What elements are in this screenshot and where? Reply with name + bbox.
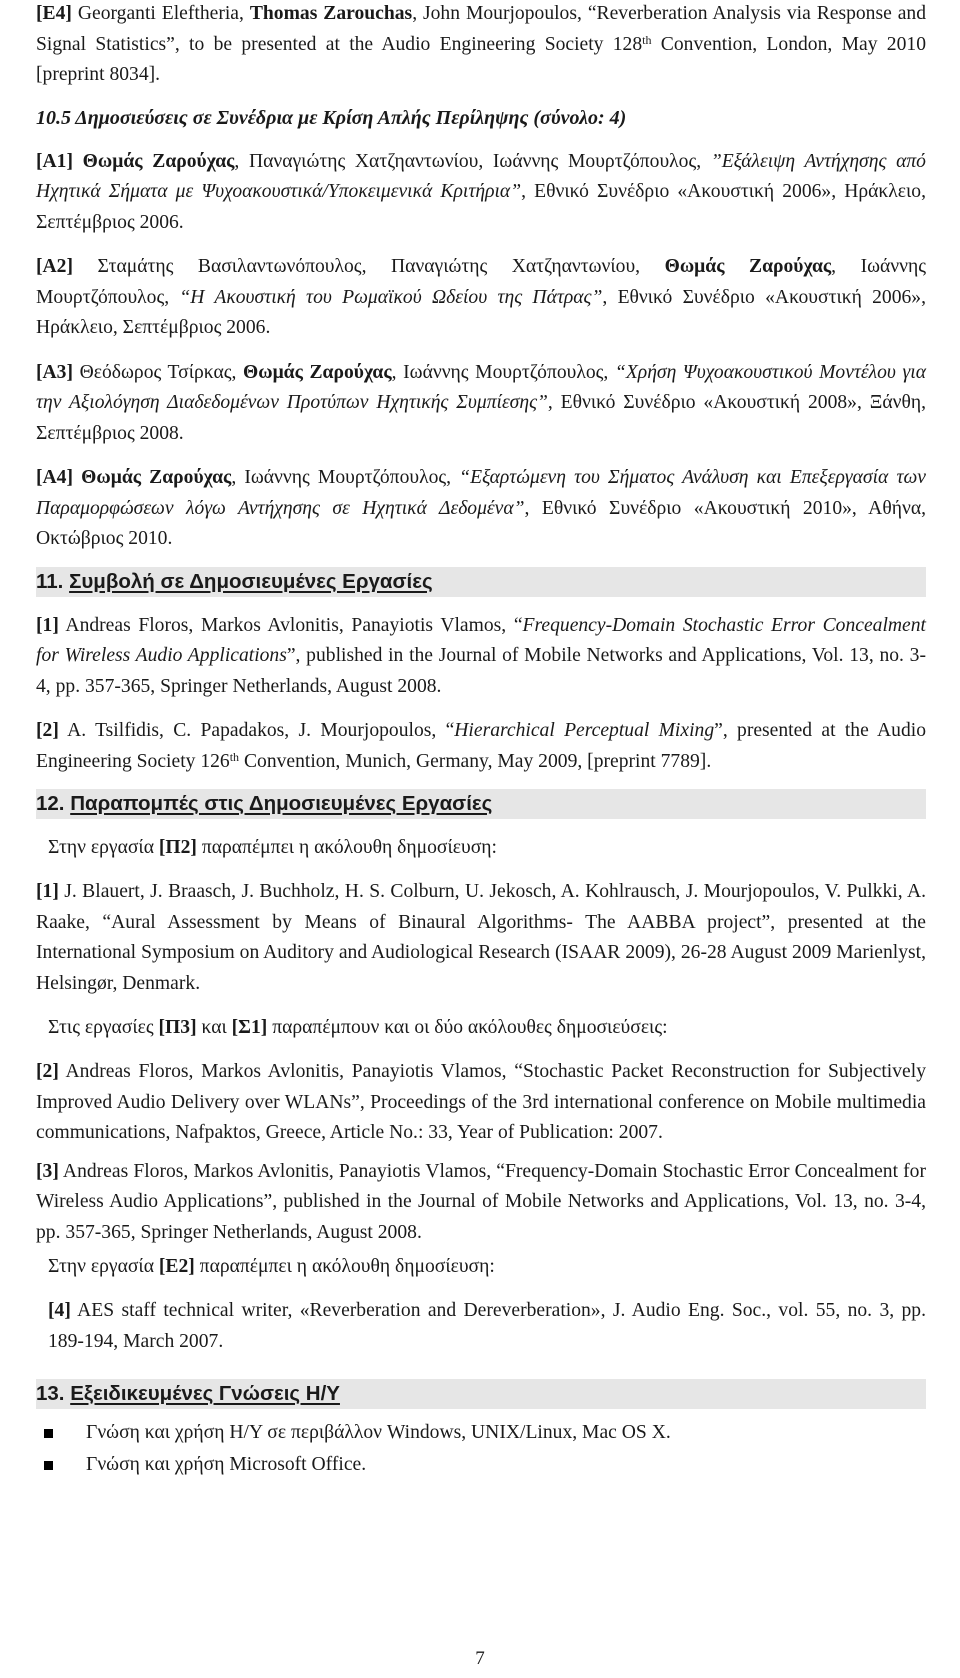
- section-heading-12: [36, 789, 926, 819]
- entry-title: “Εξαρτώμενη του Σήματος Ανάλυση και Επεξεργασία των Παραμορφώσεων λόγω Αντήχησης σε Ηχητικά Δεδομένα”: [36, 467, 926, 519]
- section-heading-11: [36, 567, 926, 597]
- document-page: [36, 0, 926, 1481]
- author-highlight: Θωμάς Ζαρούχας: [243, 361, 392, 383]
- list-item: Γνώση και χρήση Η/Υ σε περιβάλλον Windows, UNIX/Linux, Mac OS X.: [36, 1417, 926, 1449]
- entry-r3: [3] Andreas Floros, Markos Avlonitis, Panayiotis Vlamos, “Frequency-Domain Stochastic Error Concealment for Wireless Audio Applications”, published in the Journal of Mobile Networks and Applications, Vol. 13, no. 3-4, pp. 357-365, Springer Netherlands, August 2008.: [36, 1160, 926, 1243]
- entry-a1: [A1] Θωμάς Ζαρούχας, Παναγιώτης Χατζηαντωνίου, Ιωάννης Μουρτζόπουλος, ”Εξάλειψη Αντήχησης από Ηχητικά Σήματα με Ψυχοακουστικά/Υποκειμενικά Κριτήρια”, Εθνικό Συνέδριο «Ακουστική 2006», Ηράκλειο, Σεπτέμβριος 2006.: [36, 150, 926, 233]
- section-title: Εξειδικευμένες Γνώσεις Η/Υ: [70, 1382, 340, 1405]
- entry-label: [E4]: [36, 3, 72, 24]
- author-highlight: Thomas Zarouchas: [249, 3, 413, 24]
- section-number: 12.: [36, 792, 65, 815]
- section-heading-13: [36, 1379, 926, 1409]
- section-title: Παραπομπές στις Δημοσιευμένες Εργασίες: [70, 792, 493, 815]
- entry-title: ”Εξάλειψη Αντήχησης από Ηχητικά Σήματα με Ψυχοακουστικά/Υποκειμενικά Κριτήρια”: [36, 150, 926, 202]
- entry-title: “Χρήση Ψυχοακουστικού Μοντέλου για την Αξιολόγηση Διαδεδομένων Προτύπων Ηχητικής Συμπίεσης”: [36, 361, 926, 413]
- entry-c2: [2] A. Tsilfidis, C. Papadakos, J. Mourjopoulos, “Hierarchical Perceptual Mixing”, presented at the Audio Engineering Society 126th Convention, Munich, Germany, May 2009, [preprint 7789].: [36, 720, 926, 772]
- section-number: 11.: [36, 569, 64, 593]
- entry-r1: [1] J. Blauert, J. Braasch, J. Buchholz, H. S. Colburn, U. Jekosch, A. Kohlrausch, J. Mourjopoulos, V. Pulkki, A. Raake, “Aural Assessment by Means of Binaural Algorithms- The AABBA project”, presented at the International Symposium on Auditory and Audiological Research (ISAAR 2009), 26-28 August 2009 Marienlyst, Helsingør, Denmark.: [36, 881, 926, 994]
- entry-r2: [2] Andreas Floros, Markos Avlonitis, Panayiotis Vlamos, “Stochastic Packet Reconstruction for Subjectively Improved Audio Delivery over WLANs”, Proceedings of the 3rd international conference on Mobile multimedia communications, Nafpaktos, Greece, Article No.: 33, Year of Publication: 2007.: [36, 1061, 926, 1143]
- entry-a3: [A3] Θεόδωρος Τσίρκας, Θωμάς Ζαρούχας, Ιωάννης Μουρτζόπουλος, “Χρήση Ψυχοακουστικού Μοντέλου για την Αξιολόγηση Διαδεδομένων Προτύπων Ηχητικής Συμπίεσης”, Εθνικό Συνέδριο «Ακουστική 2008», Ξάνθη, Σεπτέμβριος 2008.: [36, 361, 926, 444]
- entry-r4: [4] AES staff technical writer, «Reverberation and Dereverberation», J. Audio Eng. Soc., vol. 55, no. 3, pp. 189-194, March 2007.: [48, 1300, 926, 1352]
- entry-title: Hierarchical Perceptual Mixing: [454, 720, 715, 741]
- page-number: 7: [475, 1648, 485, 1669]
- author-highlight: Θωμάς Ζαρούχας: [664, 256, 832, 277]
- square-bullet-icon: [44, 1429, 53, 1438]
- section-title: Συμβολή σε Δημοσιευμένες Εργασίες: [69, 569, 433, 593]
- entry-c1: [1] Andreas Floros, Markos Avlonitis, Panayiotis Vlamos, “Frequency-Domain Stochastic Error Concealment for Wireless Audio Applications”, published in the Journal of Mobile Networks and Applications, Vol. 13, no. 3-4, pp. 357-365, Springer Netherlands, August 2008.: [36, 614, 926, 697]
- square-bullet-icon: [44, 1461, 53, 1470]
- entry-a4: [A4] Θωμάς Ζαρούχας, Ιωάννης Μουρτζόπουλος, “Εξαρτώμενη του Σήματος Ανάλυση και Επεξεργασία των Παραμορφώσεων λόγω Αντήχησης σε Ηχητικά Δεδομένα”, Εθνικό Συνέδριο «Ακουστική 2010», Αθήνα, Οκτώβριος 2010.: [36, 467, 926, 549]
- entry-a2: [A2] Σταμάτης Βασιλαντωνόπουλος, Παναγιώτης Χατζηαντωνίου, Θωμάς Ζαρούχας, Ιωάννης Μουρτζόπουλος, “Η Ακουστική του Ρωμαϊκού Ωδείου της Πάτρας”, Εθνικό Συνέδριο «Ακουστική 2006», Ηράκλειο, Σεπτέμβριος 2006.: [36, 256, 926, 338]
- entry-title: “Η Ακουστική του Ρωμαϊκού Ωδείου της Πάτρας”: [179, 286, 603, 308]
- citation-intro-p2: Στην εργασία [Π2] παραπέμπει η ακόλουθη δημοσίευση:: [48, 837, 497, 858]
- list-item: Γνώση και χρήση Microsoft Office.: [36, 1449, 926, 1481]
- citation-intro-p3-s1: Στις εργασίες [Π3] και [Σ1] παραπέμπουν και οι δύο ακόλουθες δημοσιεύσεις:: [48, 1017, 668, 1038]
- section-number: 13.: [36, 1382, 65, 1405]
- entry-title: Frequency-Domain Stochastic Error Concealment for Wireless Audio Applications: [36, 614, 926, 666]
- subsection-heading-10-5: 10.5 Δημοσιεύσεις σε Συνέδρια με Κρίση Απλής Περίληψης (σύνολο: 4): [36, 106, 627, 129]
- entry-e4: [E4] Georganti Eleftheria, Thomas Zarouchas, John Mourjopoulos, “Reverberation Analysis via Response and Signal Statistics”, to be presented at the Audio Engineering Society 128th Convention, London, May 2010 [preprint 8034].: [36, 3, 927, 85]
- author-highlight: Θωμάς Ζαρούχας: [73, 467, 232, 488]
- citation-intro-e2: Στην εργασία [Ε2] παραπέμπει η ακόλουθη δημοσίευση:: [48, 1256, 495, 1277]
- skills-list: [36, 1417, 926, 1481]
- entry-title: “Reverberation Analysis via Response and Signal Statistics”: [36, 3, 927, 55]
- author-highlight: Θωμάς Ζαρούχας: [73, 150, 235, 172]
